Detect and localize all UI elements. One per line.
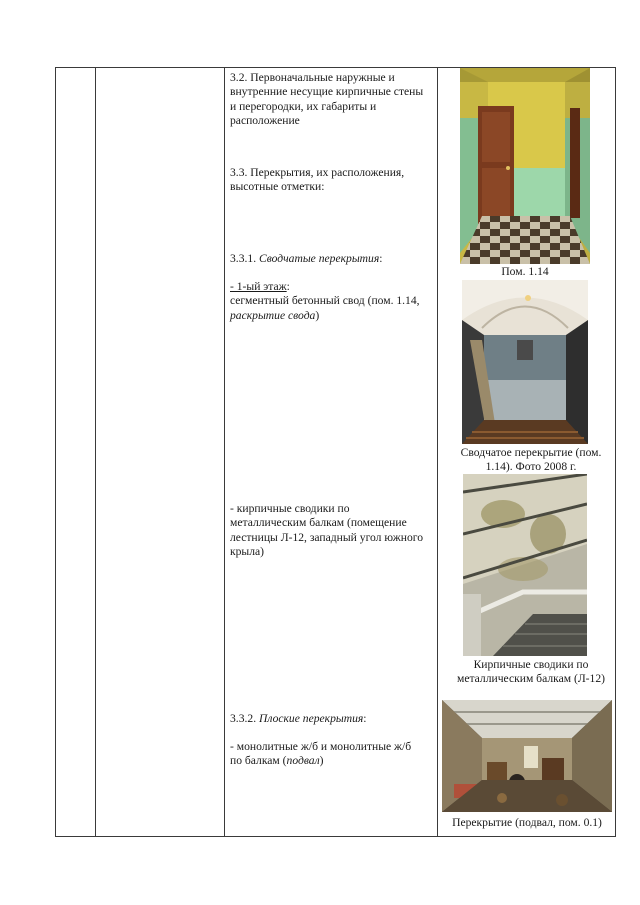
column-divider-2: [224, 67, 225, 837]
section-3-2: 3.2. Первоначальные наружные и внутренние несущие кирпичные стены и перегородки, их габариты и расположение: [230, 71, 424, 128]
floor1-text: сегментный бетонный свод (пом. 1.14,: [230, 294, 420, 308]
section-3-3-1-number: 3.3.1.: [230, 252, 257, 265]
section-3-3-2-number: 3.3.2.: [230, 712, 257, 725]
section-3-3-1: [230, 252, 430, 266]
monolith-text-start: - монолитные ж/б и монолитные ж/б по балкам (: [230, 740, 412, 768]
floor1-text-italic: раскрытие свода: [230, 308, 316, 322]
table-left-border: [55, 67, 56, 837]
photo-basement-caption: Перекрытие (подвал, пом. 0.1): [452, 816, 602, 829]
section-3-3-1-colon: :: [379, 252, 383, 265]
section-3-3-2-colon: :: [363, 712, 367, 725]
monolith-text-italic: подвал: [286, 754, 320, 768]
column-divider-3: [437, 67, 438, 837]
photo-brick-vaults-caption: Кирпичные сводики по металлическим балкам (Л-12): [456, 658, 605, 685]
photo-basement: [442, 700, 612, 812]
photo-vaulted-ceiling-caption: Сводчатое перекрытие (пом. 1.14). Фото 2008 г.: [460, 446, 602, 473]
section-3-3-1-title: Сводчатые перекрытия: [259, 252, 380, 265]
photo-room-1-14-caption: Пом. 1.14: [501, 265, 549, 278]
floor1-text-end: ): [315, 308, 320, 322]
section-3-3: 3.3. Перекрытия, их расположения, высотные отметки:: [230, 166, 405, 194]
floor1-label: - 1-ый этаж: [230, 280, 287, 293]
section-3-3-2: [230, 712, 430, 726]
floor1-colon: :: [286, 280, 290, 293]
floor1-block: [230, 280, 426, 323]
column-divider-1: [95, 67, 96, 837]
monolith-text-end: ): [319, 754, 324, 768]
photo-brick-vaults: [463, 474, 587, 656]
photo-vaulted-ceiling: [462, 280, 588, 444]
brick-vaults-text: - кирпичные сводики по металлическим балкам (помещение лестницы Л-12, западный угол южного крыла): [230, 502, 424, 559]
table-bottom-border: [55, 836, 616, 837]
monolith-text: [230, 740, 426, 769]
section-3-3-2-title: Плоские перекрытия: [259, 712, 364, 725]
photo-room-1-14: [460, 68, 590, 264]
